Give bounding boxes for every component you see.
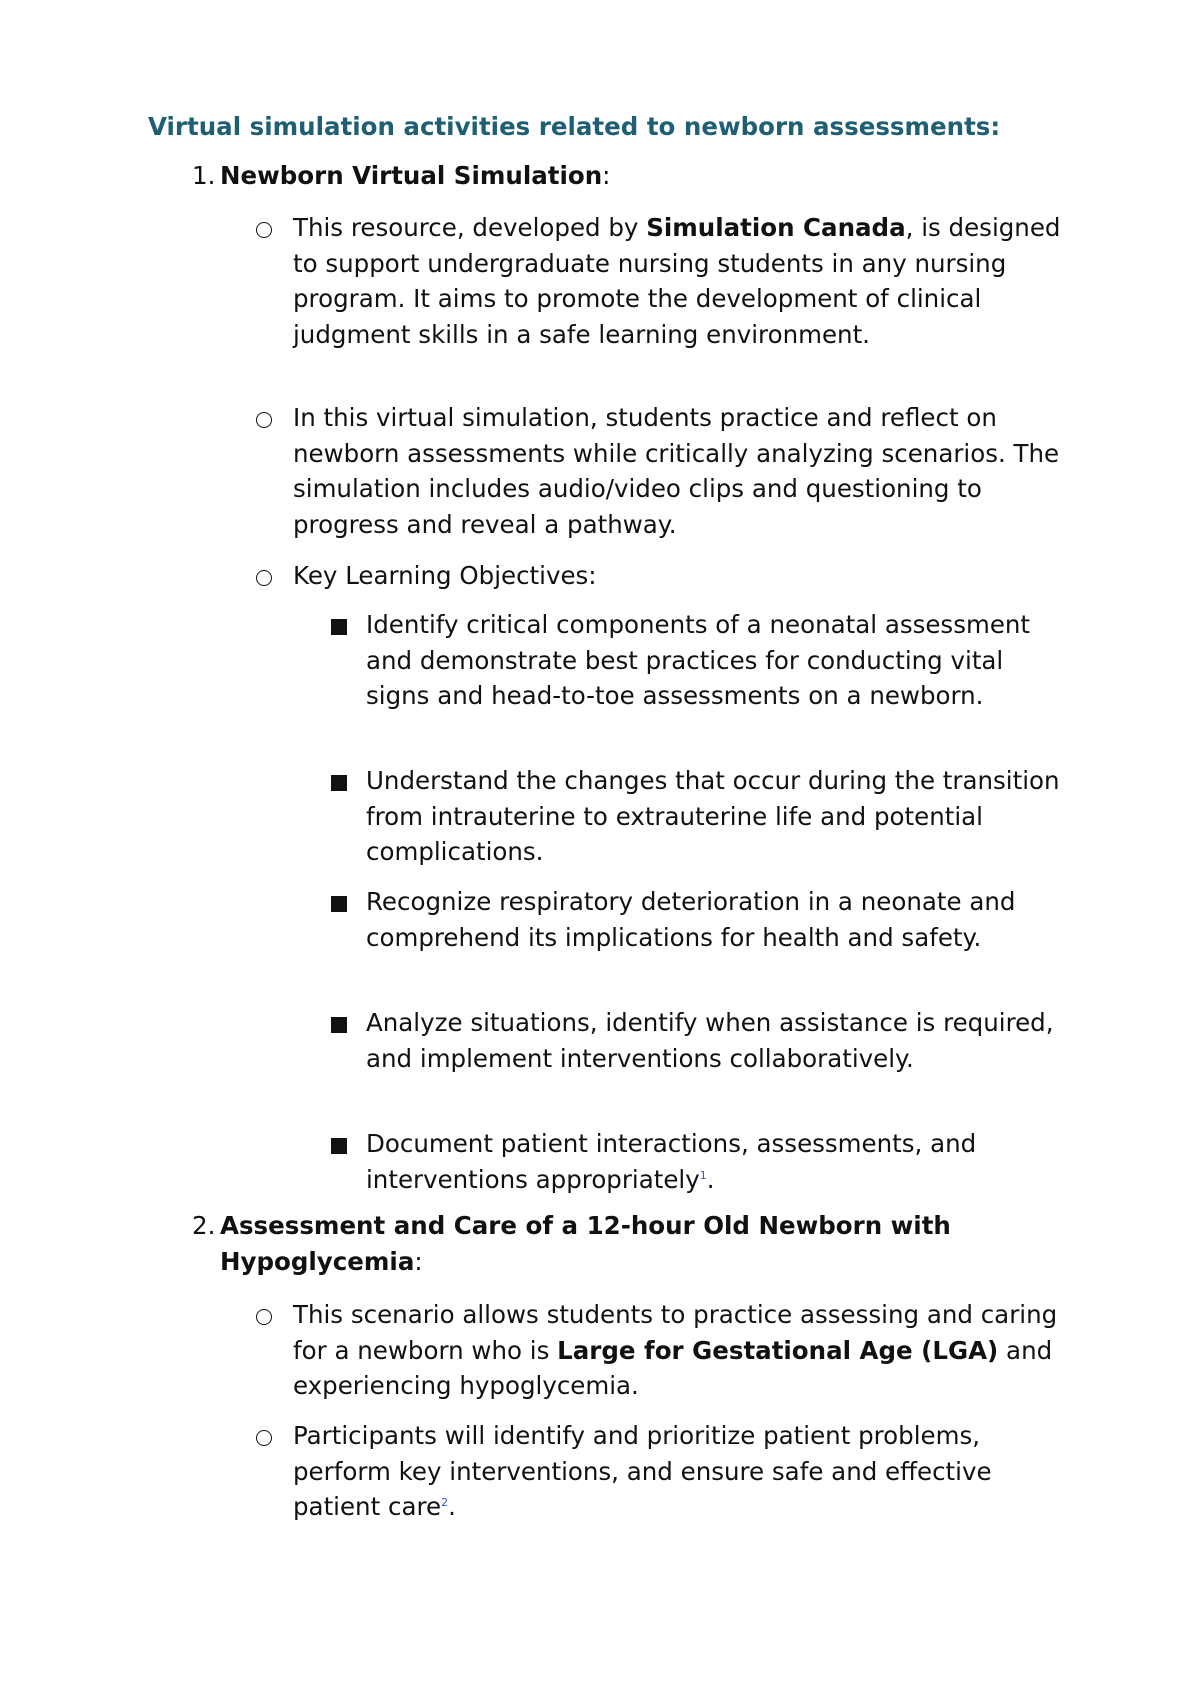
bullet-bold-text: Large for Gestational Age (LGA) [557, 1335, 999, 1365]
circle-bullet-icon [256, 1430, 272, 1446]
bullet-text: Key Learning Objectives: [293, 561, 597, 590]
activity-number: 1. [192, 161, 216, 190]
activity-title: Assessment and Care of a 12-hour Old Newborn with Hypoglycemia [220, 1211, 951, 1276]
activity-title-suffix: : [414, 1246, 423, 1276]
bullet-text [293, 1297, 1073, 1404]
activity-number: 2. [192, 1211, 216, 1240]
objective-text: Analyze situations, identify when assistance is required, and implement interventions collaboratively. [366, 1008, 1054, 1073]
bullet-text [293, 210, 1073, 352]
circle-bullet-icon [256, 412, 272, 428]
activity-title-line [220, 1208, 1080, 1279]
bullet-text-part: , is designed to support undergraduate nursing students in any nursing program. It aims to promote the development of clinical judgment skills in a safe learning environment. [293, 213, 1061, 349]
bullet-text-part: and experiencing hypoglycemia. [293, 1335, 1053, 1400]
footnote-link[interactable]: 1 [699, 1168, 707, 1182]
circle-bullet-icon [256, 222, 272, 238]
bullet-text-part: Participants will identify and prioritize patient problems, perform key interventions, and ensure safe and effective patient care [293, 1421, 992, 1521]
circle-bullet-icon [256, 570, 272, 586]
bullet-text-end: . [448, 1492, 456, 1521]
bullet-text-part: This scenario allows students to practice assessing and caring for a newborn who is [293, 1300, 1058, 1365]
bullet-text: In this virtual simulation, students practice and reflect on newborn assessments while critically analyzing scenarios. The simulation includes audio/video clips and questioning to progress and reveal a pathway. [293, 403, 1060, 539]
bullet-bold-text: Simulation Canada [646, 213, 906, 242]
bullet-text-part: This resource, developed by [293, 213, 647, 242]
objective-text: Recognize respiratory deterioration in a neonate and comprehend its implications for health and safety. [366, 887, 1016, 952]
bullet-text [293, 1418, 1073, 1525]
circle-bullet-icon [256, 1309, 272, 1325]
objective-text-end: . [706, 1164, 715, 1194]
activity-title-line [220, 158, 1080, 194]
section-heading: Virtual simulation activities related to newborn assessments: [148, 112, 1001, 141]
square-bullet-icon [331, 775, 347, 791]
objective-text: Identify critical components of a neonatal assessment and demonstrate best practices for conducting vital signs and head-to-toe assessments on a newborn. [366, 610, 1031, 710]
square-bullet-icon [331, 1138, 347, 1154]
footnote-link[interactable]: 2 [441, 1496, 449, 1509]
square-bullet-icon [331, 896, 347, 912]
square-bullet-icon [331, 1017, 347, 1033]
objective-text [366, 1126, 1071, 1197]
activity-title: Newborn Virtual Simulation [220, 161, 603, 190]
objective-text-part: Document patient interactions, assessments, and interventions appropriately [366, 1129, 977, 1194]
square-bullet-icon [331, 619, 347, 635]
objective-text: Understand the changes that occur during the transition from intrauterine to extrauterine life and potential complications. [366, 766, 1060, 866]
activity-title-suffix: : [602, 161, 611, 190]
